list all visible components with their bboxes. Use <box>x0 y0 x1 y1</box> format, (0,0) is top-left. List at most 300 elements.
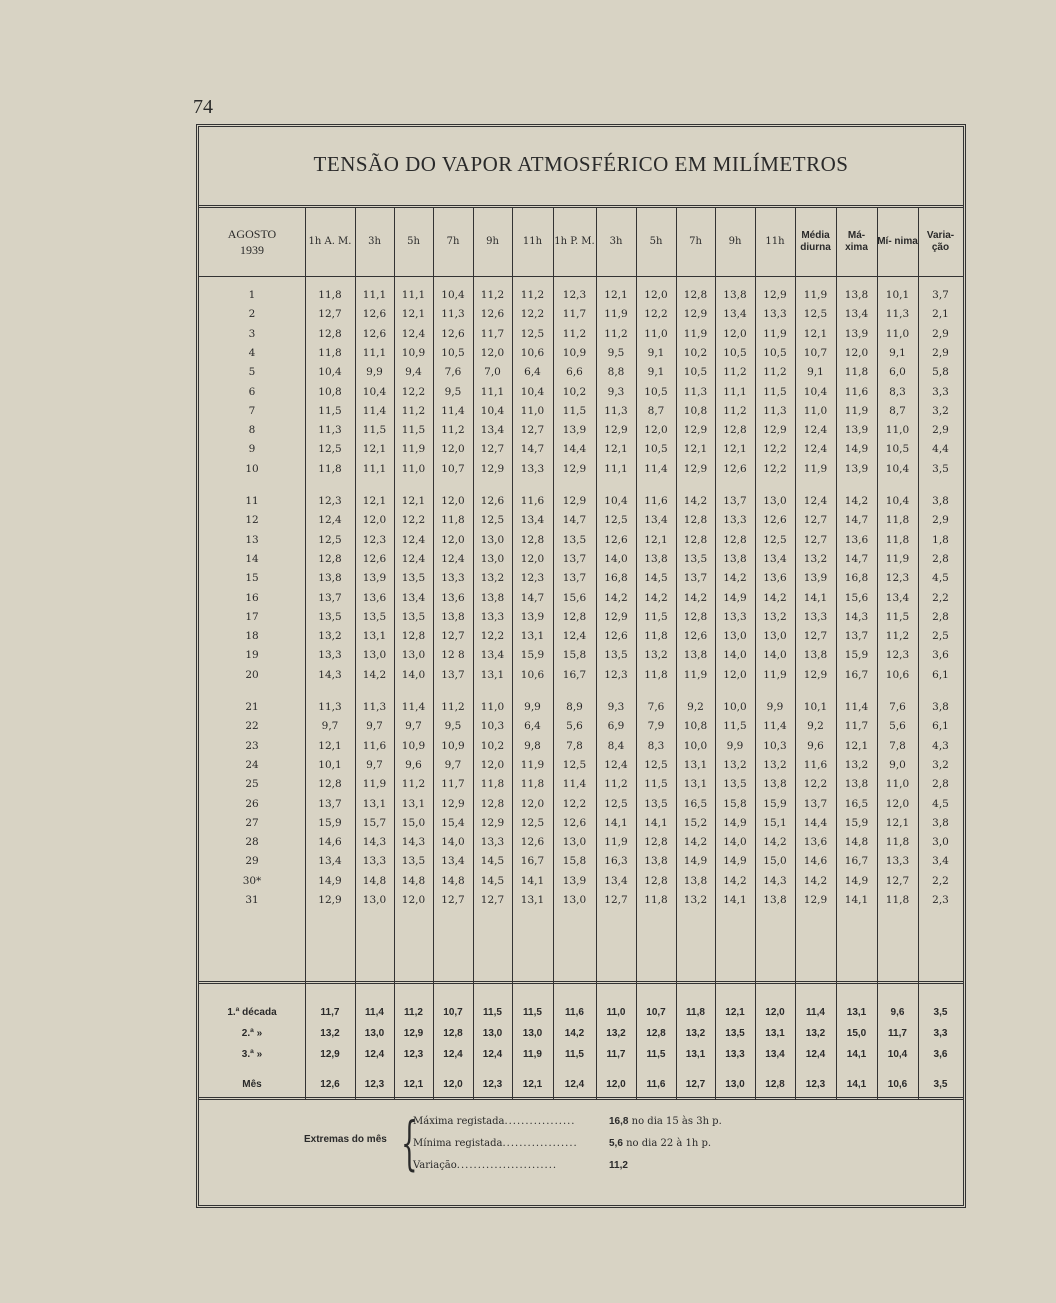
table-cell: 13,5 <box>683 552 708 565</box>
table-cell: 7,0 <box>484 366 501 379</box>
table-cell: 12,4 <box>562 630 587 643</box>
table-cell: 8,8 <box>607 366 625 379</box>
table-cell: 11,4 <box>441 404 465 417</box>
table-cell: 12,8 <box>401 630 426 643</box>
table-cell: 10,6 <box>520 668 545 681</box>
row-day: 10 <box>245 462 259 475</box>
table-cell: 7,6 <box>889 701 906 713</box>
table-cell: 12,6 <box>723 462 747 475</box>
summary-cell: 11,8 <box>686 1007 705 1018</box>
table-cell: 10,1 <box>885 289 910 301</box>
table-cell: 14,1 <box>844 894 869 906</box>
table-cell: 3,8 <box>932 816 949 829</box>
table-cell: 12,2 <box>803 778 828 791</box>
table-cell: 12,0 <box>723 668 747 681</box>
table-cell: 14,2 <box>723 874 747 887</box>
table-cell: 12,9 <box>604 424 628 437</box>
table-cell: 11,9 <box>362 778 387 791</box>
table-cell: 2,9 <box>932 514 949 527</box>
table-row <box>199 851 963 872</box>
table-cell: 13,7 <box>803 797 828 810</box>
table-cell: 14,2 <box>644 591 668 604</box>
table-cell: 9,7 <box>405 720 422 733</box>
table-cell: 15,8 <box>723 797 747 810</box>
table-cell: 12,4 <box>401 552 426 565</box>
table-cell: 11,6 <box>362 739 387 752</box>
table-cell: 13,2 <box>683 894 708 906</box>
table-cell: 16,5 <box>683 797 708 810</box>
table-cell: 12,5 <box>562 758 587 771</box>
brace-icon: { <box>401 1109 418 1177</box>
table-cell: 13,9 <box>844 462 869 475</box>
table-cell: 15,9 <box>844 816 869 829</box>
table-row <box>199 401 963 422</box>
table-cell: 14,7 <box>844 552 869 565</box>
summary-cell: 12,4 <box>805 1049 826 1060</box>
table-row <box>199 304 963 325</box>
table-cell: 11,9 <box>683 327 708 340</box>
table-cell: 11,9 <box>803 289 828 301</box>
table-cell: 4,5 <box>932 797 949 810</box>
table-cell: 12,6 <box>683 630 708 643</box>
table-cell: 14,5 <box>480 855 505 868</box>
table-cell: 11,9 <box>763 668 787 681</box>
table-cell: 11,8 <box>318 462 342 475</box>
table-cell: 14,2 <box>723 572 747 585</box>
extremes-section <box>199 1109 963 1182</box>
table-cell: 11,1 <box>362 289 387 301</box>
table-cell: 15,9 <box>318 816 342 829</box>
table-cell: 9,7 <box>366 720 383 733</box>
table-cell: 12,5 <box>644 758 668 771</box>
table-cell: 13,3 <box>885 855 910 868</box>
column-header: 3h <box>368 236 381 247</box>
table-cell: 12,6 <box>763 514 787 527</box>
table-cell: 12,9 <box>480 816 505 829</box>
table-cell: 7,9 <box>647 720 665 733</box>
table-cell: 5,6 <box>889 720 906 733</box>
table-cell: 11,7 <box>562 308 587 321</box>
summary-cell: 11,7 <box>606 1049 626 1060</box>
table-cell: 13,9 <box>803 572 828 585</box>
table-cell: 14,3 <box>844 610 869 623</box>
table-cell: 10,4 <box>441 289 465 301</box>
table-cell: 11,8 <box>885 533 910 546</box>
table-cell: 12,6 <box>562 816 587 829</box>
summary-cell: 13,0 <box>364 1028 385 1039</box>
table-cell: 8,7 <box>889 404 906 417</box>
table-cell: 12,2 <box>644 308 668 321</box>
extreme-line <box>413 1134 578 1154</box>
table-cell: 9,3 <box>607 701 625 713</box>
summary-cell: 13,2 <box>320 1028 340 1039</box>
extreme-line <box>413 1112 575 1132</box>
table-cell: 13,2 <box>803 552 828 565</box>
table-cell: 12 8 <box>441 649 465 662</box>
table-cell: 13,2 <box>844 758 869 771</box>
table-cell: 13,6 <box>441 591 465 604</box>
table-cell: 13,5 <box>401 610 426 623</box>
table-cell: 10,5 <box>683 366 708 379</box>
table-cell: 13,9 <box>844 327 869 340</box>
table-cell: 12,0 <box>480 758 505 771</box>
table-cell: 12,4 <box>401 533 426 546</box>
table-cell: 12,8 <box>480 797 505 810</box>
table-cell: 13,1 <box>362 797 387 810</box>
summary-cell: 14,1 <box>846 1079 867 1090</box>
table-cell: 10,4 <box>520 385 545 398</box>
table-cell: 14,0 <box>763 649 787 662</box>
table-cell: 15,0 <box>401 816 426 829</box>
table-cell: 13,8 <box>763 894 787 906</box>
table-cell: 10,7 <box>803 346 828 359</box>
table-cell: 11,5 <box>644 610 668 623</box>
table-cell: 14,3 <box>401 836 426 849</box>
table-cell: 14,0 <box>604 552 628 565</box>
summary-cell: 12,3 <box>403 1049 424 1060</box>
table-cell: 12,5 <box>318 533 342 546</box>
column-header: Má- xima <box>845 230 868 253</box>
table-row <box>199 420 963 441</box>
table-cell: 11,8 <box>520 778 545 791</box>
table-cell: 7,8 <box>889 739 906 752</box>
table-cell: 10,0 <box>683 739 708 752</box>
table-cell: 11,9 <box>604 308 628 321</box>
summary-cell: 10,4 <box>887 1049 908 1060</box>
summary-cell: 11,5 <box>483 1007 502 1018</box>
table-row <box>199 343 963 364</box>
table-cell: 13,4 <box>723 308 747 321</box>
table-cell: 16,8 <box>604 572 628 585</box>
table-cell: 15,6 <box>844 591 869 604</box>
table-cell: 11,2 <box>763 366 787 379</box>
table-cell: 12,1 <box>604 443 628 456</box>
table-cell: 14,9 <box>844 874 869 887</box>
table-cell: 14,2 <box>362 668 387 681</box>
table-cell: 13,8 <box>723 289 747 301</box>
table-cell: 11,2 <box>604 778 628 791</box>
summary-label: Mês <box>242 1079 262 1090</box>
leader-dots: ................. <box>504 1116 576 1127</box>
table-cell: 10,4 <box>885 495 910 507</box>
summary-cell: 11,9 <box>523 1049 542 1060</box>
table-cell: 11,2 <box>885 630 910 643</box>
table-cell: 12,6 <box>480 495 505 507</box>
table-cell: 13,3 <box>480 610 505 623</box>
table-cell: 14,9 <box>844 443 869 456</box>
table-row <box>199 665 963 686</box>
table-cell: 11,9 <box>844 404 869 417</box>
table-cell: 3,7 <box>932 289 949 301</box>
row-day: 22 <box>245 720 259 733</box>
table-cell: 16,3 <box>604 855 628 868</box>
table-cell: 12,2 <box>562 797 587 810</box>
table-cell: 13,3 <box>362 855 387 868</box>
table-cell: 11,8 <box>844 366 869 379</box>
table-cell: 11,9 <box>803 462 828 475</box>
table-cell: 13,0 <box>562 836 587 849</box>
table-cell: 15,1 <box>763 816 787 829</box>
table-cell: 9,1 <box>807 366 824 379</box>
table-cell: 12,7 <box>441 894 465 906</box>
table-cell: 13,4 <box>763 552 787 565</box>
header-corner <box>199 207 305 277</box>
table-cell: 13,2 <box>723 758 747 771</box>
summary-cell: 13,1 <box>685 1049 706 1060</box>
table-cell: 12,0 <box>520 797 545 810</box>
table-cell: 13,4 <box>520 514 545 527</box>
summary-cell: 11,5 <box>646 1049 666 1060</box>
table-cell: 3,2 <box>932 404 949 417</box>
summary-cell: 11,6 <box>646 1079 666 1090</box>
table-cell: 13,3 <box>803 610 828 623</box>
table-cell: 14,9 <box>723 591 747 604</box>
table-row <box>199 832 963 853</box>
summary-cell: 12,8 <box>765 1079 785 1090</box>
table-cell: 11,6 <box>844 385 869 398</box>
table-cell: 13,5 <box>644 797 668 810</box>
table-cell: 12,3 <box>885 572 910 585</box>
table-cell: 12,9 <box>683 424 708 437</box>
table-cell: 13,4 <box>844 308 869 321</box>
table-cell: 11,2 <box>604 327 628 340</box>
table-cell: 14,7 <box>520 443 545 456</box>
table-cell: 10,2 <box>562 385 587 398</box>
table-cell: 4,5 <box>932 572 949 585</box>
column-header: 9h <box>486 236 499 247</box>
table-cell: 11,8 <box>318 289 342 301</box>
table-cell: 12,6 <box>362 308 387 321</box>
table-cell: 11,3 <box>885 308 910 321</box>
table-cell: 13,6 <box>844 533 869 546</box>
summary-cell: 14,1 <box>846 1049 867 1060</box>
summary-cell: 13,2 <box>805 1028 826 1039</box>
table-cell: 14,0 <box>441 836 465 849</box>
table-row <box>199 459 963 480</box>
summary-cell: 13,1 <box>765 1028 785 1039</box>
table-cell: 11,0 <box>885 424 910 437</box>
table-cell: 13,8 <box>644 552 668 565</box>
table-cell: 5,6 <box>566 720 583 733</box>
table-cell: 12,1 <box>885 816 910 829</box>
summary-cell: 13,2 <box>685 1028 706 1039</box>
table-cell: 10,9 <box>401 346 426 359</box>
summary-cell: 3,3 <box>933 1028 948 1039</box>
table-cell: 9,7 <box>366 758 383 771</box>
table-row <box>199 362 963 383</box>
table-row <box>199 736 963 757</box>
summary-cell: 12,9 <box>403 1028 424 1039</box>
summary-cell: 12,3 <box>805 1079 826 1090</box>
page-title: TENSÃO DO VAPOR ATMOSFÉRICO EM MILÍMETROS <box>313 152 849 176</box>
table-cell: 3,0 <box>932 836 949 849</box>
table-cell: 11,8 <box>644 630 668 643</box>
table-cell: 2,9 <box>932 346 949 359</box>
table-cell: 16,7 <box>562 668 587 681</box>
table-cell: 11,1 <box>604 462 628 475</box>
table-cell: 14,1 <box>644 816 668 829</box>
row-day: 24 <box>245 758 259 771</box>
table-cell: 13,8 <box>683 874 708 887</box>
row-day: 17 <box>245 610 259 623</box>
table-cell: 14,4 <box>562 443 587 456</box>
table-cell: 12,1 <box>644 533 668 546</box>
table-cell: 12,6 <box>441 327 465 340</box>
table-cell: 11,9 <box>885 552 910 565</box>
column-header: 1h P. M. <box>554 236 595 247</box>
table-cell: 13,5 <box>604 649 628 662</box>
summary-cell: 13,0 <box>725 1079 745 1090</box>
column-header: Varia- ção <box>926 230 955 253</box>
summary-cell: 12,1 <box>522 1079 543 1090</box>
table-cell: 2,8 <box>932 610 949 623</box>
table-cell: 12,3 <box>604 668 628 681</box>
table-cell: 12,4 <box>318 514 342 527</box>
table-cell: 13,1 <box>683 758 708 771</box>
table-cell: 12,0 <box>644 289 668 301</box>
table-cell: 13,8 <box>644 855 668 868</box>
table-cell: 3,4 <box>932 855 949 868</box>
table-cell: 10,7 <box>441 462 465 475</box>
table-cell: 11,3 <box>318 424 342 437</box>
table-row <box>199 755 963 776</box>
column-header: 7h <box>689 236 702 247</box>
table-cell: 11,9 <box>520 758 545 771</box>
table-cell: 3,8 <box>932 701 949 713</box>
table-cell: 11,5 <box>318 404 342 417</box>
extreme-value-line <box>609 1134 711 1154</box>
table-cell: 12,8 <box>683 514 708 527</box>
table-cell: 13,7 <box>723 495 747 507</box>
table-cell: 13,8 <box>480 591 505 604</box>
summary-cell: 3,5 <box>933 1007 948 1018</box>
column-header: 9h <box>728 236 742 247</box>
table-cell: 7,6 <box>647 701 665 713</box>
table-cell: 13,8 <box>723 552 747 565</box>
table-cell: 13,3 <box>441 572 465 585</box>
summary-cell: 12,3 <box>364 1079 385 1090</box>
table-cell: 12,9 <box>803 668 828 681</box>
table-cell: 12,3 <box>520 572 545 585</box>
table-cell: 12,0 <box>441 443 465 456</box>
table-cell: 16,7 <box>844 668 869 681</box>
table-cell: 13,0 <box>362 649 387 662</box>
extreme-value: 5,6 <box>609 1138 623 1149</box>
table-cell: 13,7 <box>318 797 342 810</box>
table-cell: 12,0 <box>480 346 505 359</box>
table-cell: 12,0 <box>520 552 545 565</box>
table-cell: 11,1 <box>723 385 747 398</box>
table-cell: 14,9 <box>318 874 342 887</box>
row-day: 5 <box>248 366 256 379</box>
table-cell: 13,0 <box>480 552 505 565</box>
table-cell: 16,8 <box>844 572 869 585</box>
table-row <box>199 549 963 570</box>
row-day: 9 <box>248 443 256 456</box>
table-cell: 11,5 <box>644 778 668 791</box>
table-cell: 11,3 <box>683 385 708 398</box>
table-cell: 14,0 <box>723 836 747 849</box>
table-cell: 13,0 <box>562 894 587 906</box>
table-cell: 13,3 <box>763 308 787 321</box>
table-row <box>199 530 963 551</box>
table-cell: 9,9 <box>366 366 383 379</box>
summary-cell: 12,4 <box>564 1079 585 1090</box>
table-cell: 11,7 <box>480 327 505 340</box>
row-day: 13 <box>245 533 259 546</box>
table-cell: 12,7 <box>318 308 342 321</box>
table-cell: 6,1 <box>932 668 949 681</box>
table-cell: 13,4 <box>480 424 505 437</box>
table-cell: 13,0 <box>362 894 387 906</box>
summary-cell: 11,5 <box>565 1049 584 1060</box>
summary-cell: 9,6 <box>890 1007 905 1018</box>
table-cell: 12,7 <box>520 424 545 437</box>
table-cell: 12,7 <box>803 533 828 546</box>
row-day: 20 <box>245 668 259 681</box>
table-cell: 10,5 <box>885 443 910 456</box>
table-row <box>199 568 963 589</box>
table-cell: 2,8 <box>932 778 949 791</box>
table-cell: 10,3 <box>763 739 787 752</box>
table-cell: 3,8 <box>932 495 949 507</box>
table-cell: 9,5 <box>444 720 462 733</box>
row-day: 27 <box>245 816 259 829</box>
table-cell: 11,9 <box>401 443 426 456</box>
table-cell: 13,9 <box>844 424 869 437</box>
table-cell: 13,1 <box>683 778 708 791</box>
table-cell: 11,8 <box>441 514 465 527</box>
table-cell: 12,0 <box>362 514 387 527</box>
table-cell: 13,4 <box>480 649 505 662</box>
table-cell: 15,9 <box>763 797 787 810</box>
summary-cell: 13,0 <box>522 1028 543 1039</box>
table-cell: 10,1 <box>318 758 342 771</box>
table-cell: 2,2 <box>932 874 949 887</box>
table-cell: 11,8 <box>644 668 668 681</box>
table-cell: 10,3 <box>480 720 505 733</box>
row-day: 7 <box>248 404 256 417</box>
table-cell: 14,3 <box>763 874 787 887</box>
row-day: 25 <box>245 778 259 791</box>
table-cell: 2,3 <box>932 894 949 906</box>
table-cell: 13,0 <box>480 533 505 546</box>
table-cell: 13,3 <box>318 649 342 662</box>
table-cell: 6,1 <box>932 720 949 733</box>
corner-year: 1939 <box>239 243 264 257</box>
table-cell: 14,8 <box>401 874 426 887</box>
table-cell: 11,6 <box>520 495 545 507</box>
summary-cell: 13,1 <box>846 1007 867 1018</box>
table-cell: 14,2 <box>763 591 787 604</box>
table-cell: 11,2 <box>480 289 505 301</box>
table-cell: 12,8 <box>520 533 545 546</box>
table-cell: 11,3 <box>763 404 787 417</box>
table-cell: 13,9 <box>562 424 587 437</box>
table-cell: 12,4 <box>604 758 628 771</box>
table-cell: 12,0 <box>441 533 465 546</box>
table-cell: 12,5 <box>604 797 628 810</box>
table-cell: 12,0 <box>844 346 869 359</box>
table-cell: 12,3 <box>885 649 910 662</box>
table-cell: 9,0 <box>889 758 906 771</box>
page-number: 74 <box>193 96 213 118</box>
extreme-name: Variação <box>413 1160 457 1171</box>
summary-cell: 12,0 <box>443 1079 463 1090</box>
table-cell: 14,7 <box>562 514 587 527</box>
table-cell: 11,4 <box>401 701 426 713</box>
table-cell: 11,7 <box>441 778 465 791</box>
